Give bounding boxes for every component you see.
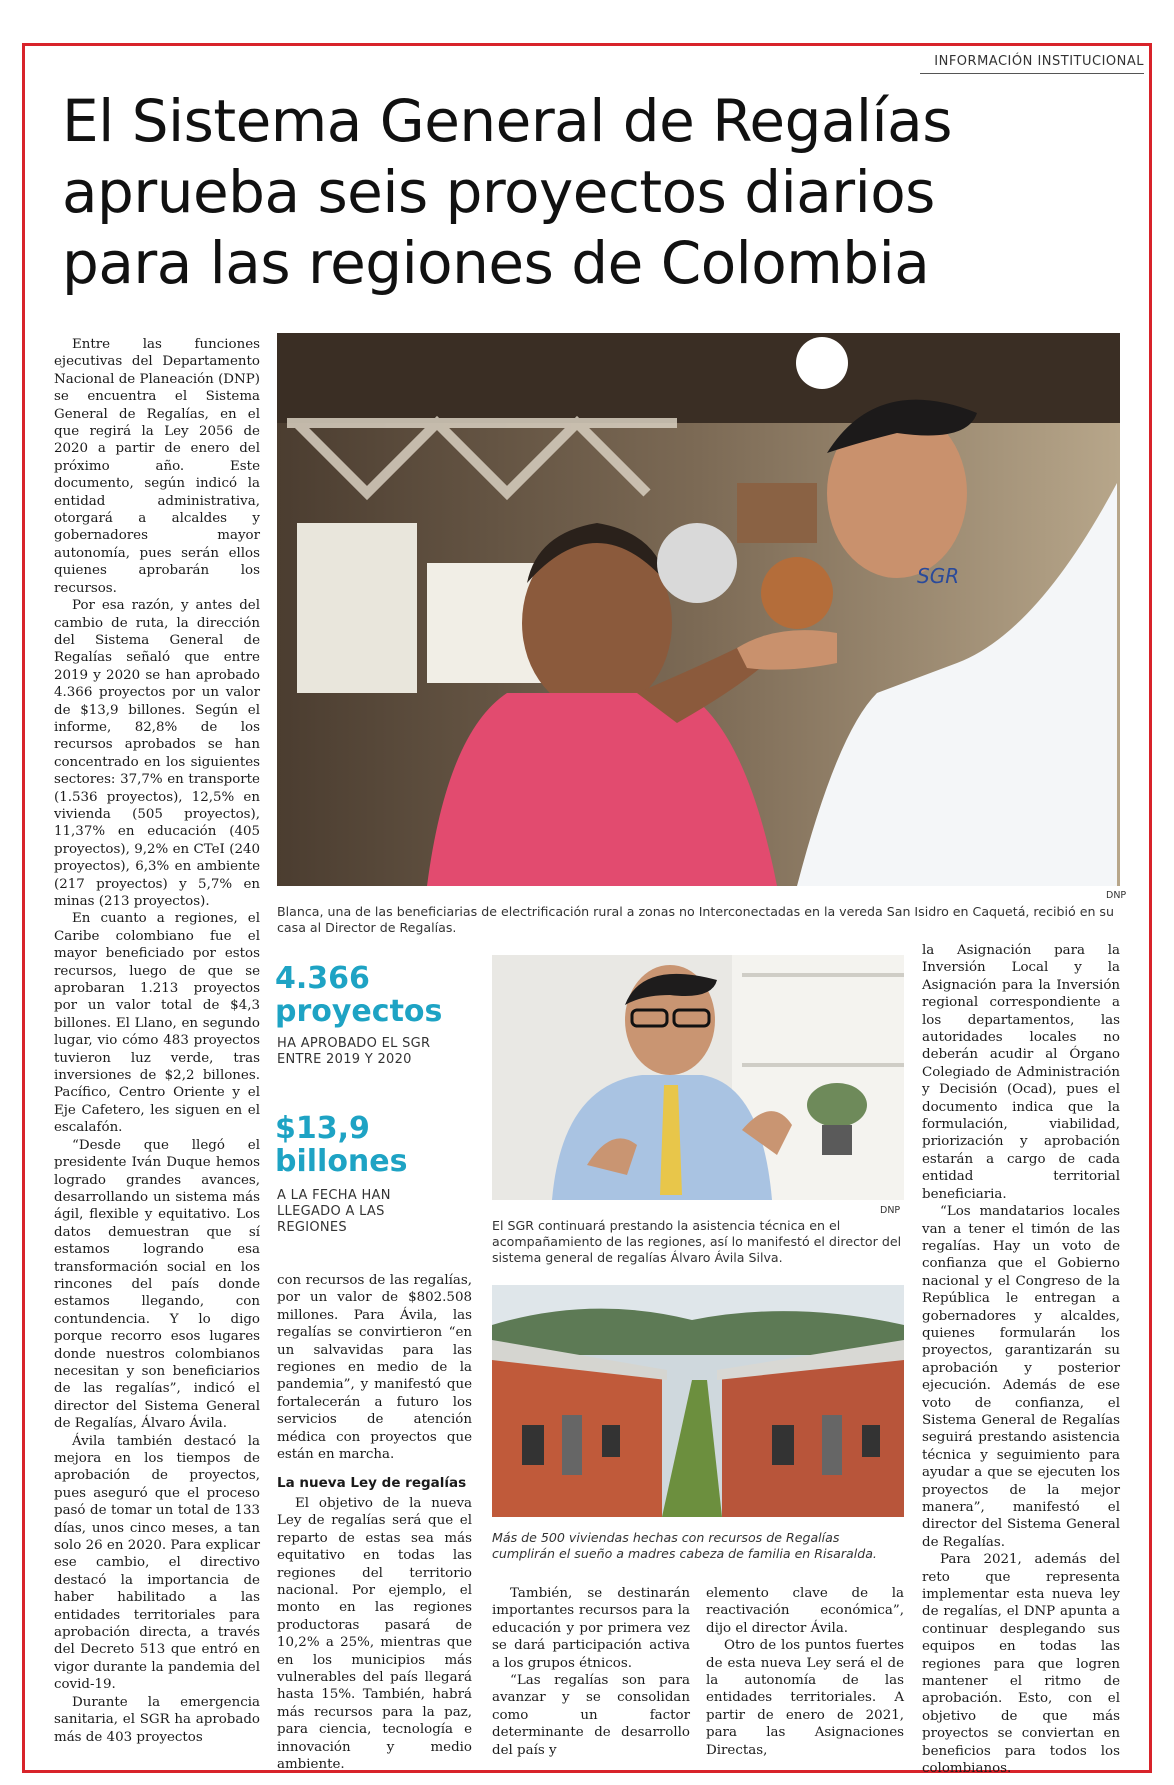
stat-number-unit: billones (275, 1144, 408, 1179)
paragraph: elemento clave de la reactivación económica”, dijo el director Ávila. (706, 1586, 904, 1636)
paragraph: El objetivo de la nueva Ley de regalías será que el reparto de estas sea más equitativo en todas las regiones del territorio nacional. Por ejemplo, el monto en las regiones productoras pasará de 10,2% a 25%, mientras que en los municipios más vulnerables del país llegará hasta 15%. También, habrá más recursos para la paz, para ciencia, tecnología e innovación y medio ambiente. (277, 1495, 472, 1772)
paragraph: la Asignación para la Inversión Local y la Asignación para la Inversión regional correspondiente a los departamentos, las autoridades locales no deberán acudir al Órgano Colegiado de Administración y Decisión (Ocad), pues el documento indica que la formulación, viabilidad, priorización y aprobación estarán a cargo de cada entidad territorial beneficiaria. (922, 943, 1120, 1202)
paragraph: Por esa razón, y antes del cambio de ruta, la dirección del Sistema General de Regalías señaló que entre 2019 y 2020 se han aprobado 4.366 proyectos por un valor de $13,9 billones. Según el informe, 82,8% de los recursos aprobados se han concentrado en los siguientes sectores: 37,7% en transporte (1.536 proyectos), 12,5% en vivienda (505 proyectos), 11,37% en educación (405 proyectos), 9,2% en CTeI (240 proyectos), 6,3% en ambiente (217 proyectos) y 5,7% en minas (213 proyectos). (54, 598, 260, 909)
headline: El Sistema General de Regalías aprueba seis proyectos diarios para las regiones de Colombia (62, 87, 952, 297)
photo-caption: Más de 500 viviendas hechas con recursos de Regalías cumplirán el sueño a madres cabeza de familia en Risaralda. (492, 1530, 877, 1561)
stat-number-unit: proyectos (275, 994, 443, 1029)
paragraph: En cuanto a regiones, el Caribe colombiano fue el mayor beneficiado por estos recursos, luego de que se aprobaran 1.213 proyectos por un valor total de $4,3 billones. El Llano, en segundo lugar, vio cómo 483 proyectos tuvieron luz verde, tras inversiones de $2,2 billones. Pacífico, Centro Oriente y el Eje Cafetero, les siguen en el escalafón. (54, 911, 260, 1136)
svg-text:SGR: SGR (917, 564, 960, 588)
paragraph: “Los mandatarios locales van a tener el timón de las regalías. Hay un voto de confianza que el Gobierno nacional y el Congreso de la República le entregan a gobernadores y alcaldes, quienes formularán los proyectos, garantizarán su aprobación y posterior ejecución. Además de ese voto de confianza, el Sistema General de Regalías seguirá prestando asistencia técnica y seguimiento para ayudar a que se ejecuten los proyectos de la mejor manera”, manifestó el director del Sistema General de Regalías. (922, 1204, 1120, 1550)
photo-caption: El SGR continuará prestando la asistencia técnica en el acompañamiento de las regiones, así lo manifestó el director del sistema general de regalías Álvaro Ávila Silva. (492, 1218, 902, 1265)
paragraph: Durante la emergencia sanitaria, el SGR ha aprobado más de 403 proyectos (54, 1694, 260, 1745)
stat-number: 4.366 (275, 961, 370, 996)
column-5 (922, 942, 1120, 1778)
photo-credit: DNP (1106, 890, 1127, 901)
paragraph: Otro de los puntos fuertes de esta nueva Ley será el de la autonomía de las entidades territoriales. A partir de enero de 2021, para las Asignaciones Directas, (706, 1638, 904, 1758)
photo-illustration (277, 333, 1120, 886)
paragraph: Entre las funciones ejecutivas del Departamento Nacional de Planeación (DNP) se encuentra el Sistema General de Regalías, en el que regirá la Ley 2056 de 2020 a partir de enero del próximo año. Este documento, según indicó la entidad administrativa, otorgará a alcaldes y gobernadores mayor autonomía, pues serán ellos quienes aprobarán los recursos. (54, 337, 260, 596)
paragraph: con recursos de las regalías, por un valor de $802.508 millones. Para Ávila, las regalías se convirtieron “en un salvavidas para las regiones en medio de la pandemia”, y manifestó que fortalecerán a futuro los servicios de atención médica con proyectos que están en marcha. (277, 1273, 472, 1463)
photo-blanca-and-director (277, 333, 1120, 886)
column-4 (706, 1585, 904, 1759)
photo-credit: DNP (880, 1205, 901, 1216)
paragraph: “Desde que llegó el presidente Iván Duque hemos logrado grandes avances, desarrollando un sistema más ágil, flexible y equitativo. Los datos demuestran que sí estamos logrando esa transformación social en los rincones del país donde estamos llegando, con contundencia. Y lo digo porque recorro esos lugares donde nuestros colombianos necesitan y son beneficiarios de las regalías”, indicó el director del Sistema General de Regalías, Álvaro Ávila. (54, 1137, 260, 1432)
column-2 (277, 1272, 472, 1773)
photo-housing-project (492, 1285, 904, 1517)
column-1 (54, 336, 260, 1746)
section-rule (920, 73, 1144, 74)
paragraph: “Las regalías son para avanzar y se consolidan como un factor determinante de desarrollo del país y (492, 1673, 690, 1758)
section-tag: INFORMACIÓN INSTITUCIONAL (934, 54, 1144, 69)
stat-number: $13,9 (275, 1111, 370, 1146)
photo-illustration (492, 955, 904, 1200)
paragraph: Para 2021, además del reto que representa implementar esta nueva ley de regalías, el DNP apunta a continuar desplegando sus equipos en todas las regiones para que logren mantener el ritmo de aprobación. Esto, con el objetivo de que más proyectos se conviertan en beneficios para todos los colombianos. (922, 1552, 1120, 1777)
photo-director-portrait (492, 955, 904, 1200)
paragraph: Ávila también destacó la mejora en los tiempos de aprobación de proyectos, pues aseguró que el proceso pasó de tomar un total de 133 días, unos cinco meses, a tan solo 26 en 2020. Para explicar ese cambio, el directivo destacó la importancia de haber habilitado a las entidades territoriales para aprobación directa, a través del Decreto 513 que entró en vigor durante la pandemia del covid-19. (54, 1433, 260, 1693)
stat-label: A LA FECHA HAN LLEGADO A LAS REGIONES (277, 1188, 391, 1235)
subhead: La nueva Ley de regalías (277, 1475, 467, 1492)
paragraph: También, se destinarán importantes recursos para la educación y por primera vez se dará participación activa a los grupos étnicos. (492, 1586, 690, 1671)
photo-illustration (492, 1285, 904, 1517)
stat-label: HA APROBADO EL SGR ENTRE 2019 Y 2020 (277, 1036, 431, 1067)
photo-caption: Blanca, una de las beneficiarias de electrificación rural a zonas no Interconectadas en la vereda San Isidro en Caquetá, recibió en su casa al Director de Regalías. (277, 904, 1114, 935)
column-3 (492, 1585, 690, 1759)
